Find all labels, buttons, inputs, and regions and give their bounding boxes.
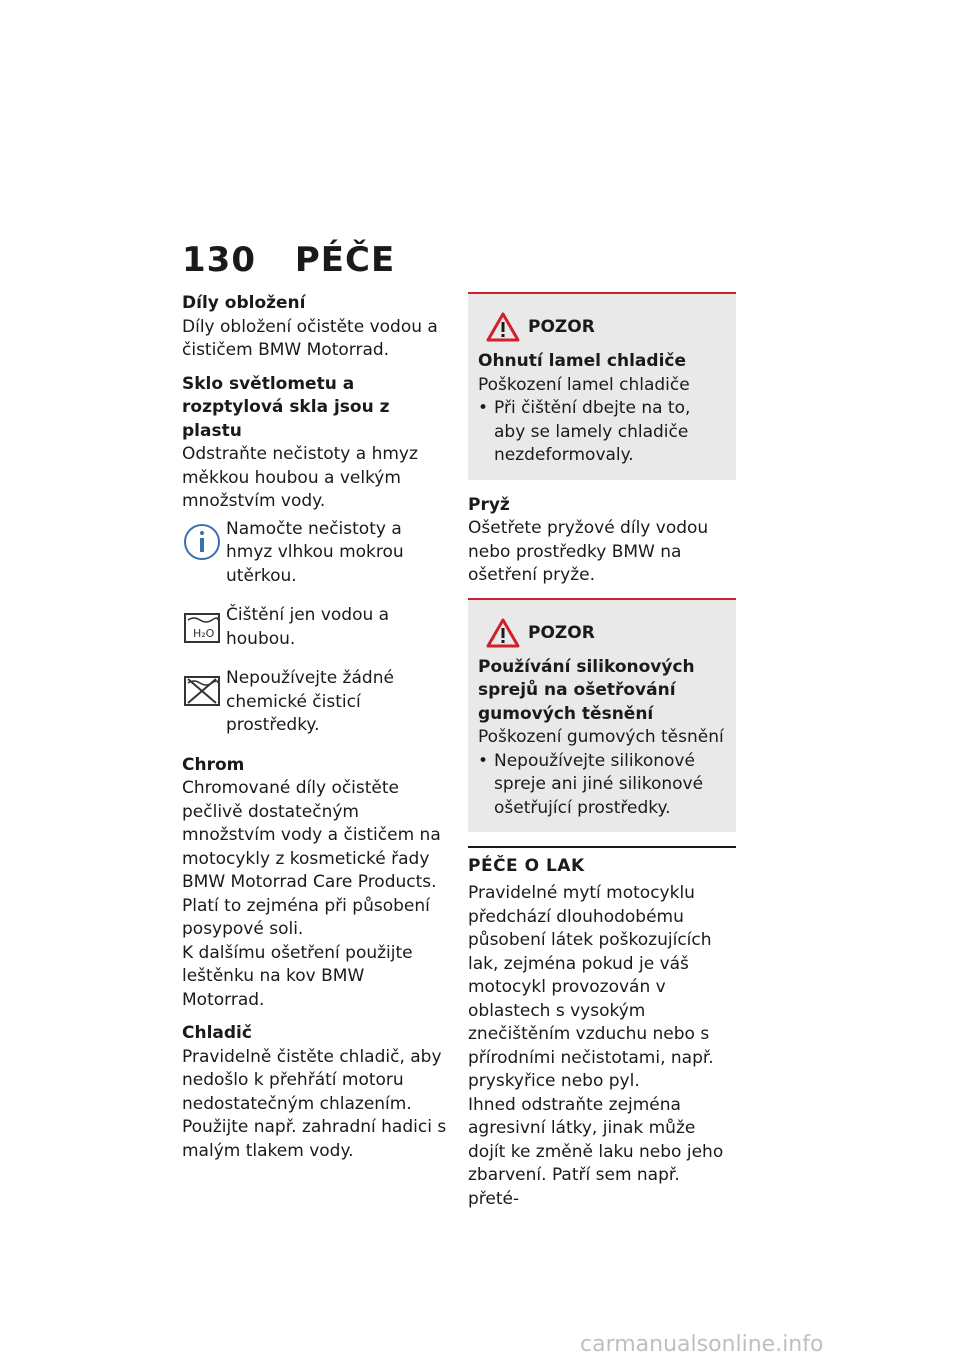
section-body: Díly obložení očistěte vodou a čističem BMW Motorrad. xyxy=(182,316,438,360)
warning-label: POZOR xyxy=(528,622,595,643)
page-number: 130 xyxy=(182,240,256,280)
warning-box xyxy=(468,598,736,833)
section-body: Ošetřete pryžové díly vodou nebo prostředky BMW na ošetření pryže. xyxy=(468,518,709,585)
no-chemicals-icon xyxy=(182,671,222,711)
warning-header xyxy=(478,312,726,342)
note-text: Namočte nečistoty a hmyz vlhkou mokrou utěrkou. xyxy=(226,518,404,586)
page-title: PÉČE xyxy=(294,240,396,280)
section-body: Pravidelné mytí motocyklu předchází dlouhodobému působení látek poškozujících lak, zejména pokud je váš motocykl provozován v oblastech s vysokým znečištěním vzduchu nebo s přírodními nečistotami, např. pryskyřice nebo pyl. xyxy=(468,883,714,1091)
warning-heading: Ohnutí lamel chladiče xyxy=(478,351,687,371)
warning-label: POZOR xyxy=(528,317,595,337)
section-title: Chladič xyxy=(182,1023,252,1043)
svg-text:H₂O: H₂O xyxy=(193,627,215,640)
section-heading: PÉČE O LAK xyxy=(468,856,585,876)
section-title: Díly obložení xyxy=(182,293,306,313)
section-body: Pravidelně čistěte chladič, aby nedošlo k přehřátí motoru nedostatečným chlazením. xyxy=(182,1046,442,1114)
section-title: Pryž xyxy=(468,494,510,515)
section-title: Chrom xyxy=(182,754,245,775)
section-body: Ihned odstraňte zejména agresivní látky, jinak může dojít ke změně laku nebo jeho zbarvení. Patří sem např. přeté- xyxy=(468,1094,724,1209)
info-icon xyxy=(182,522,222,562)
section-title: Sklo světlometu a rozptylová skla jsou z plastu xyxy=(182,373,390,441)
bullet-text: Při čištění dbejte na to, aby se lamely chladiče nezdeformovaly. xyxy=(494,398,691,465)
warning-triangle-icon xyxy=(486,312,520,342)
note-water xyxy=(182,604,450,651)
warning-bullet: • Nepoužívejte silikonové spreje ani jiné silikonové ošetřující prostředky. xyxy=(478,750,726,821)
water-only-icon xyxy=(182,608,222,648)
note-text: Nepoužívejte žádné chemické čisticí prostředky. xyxy=(226,668,394,735)
watermark: carmanualsonline.info xyxy=(580,1332,824,1357)
warning-box xyxy=(468,292,736,480)
note-no-chemicals xyxy=(182,667,450,738)
note-info xyxy=(182,518,450,589)
section-body: Chromované díly očistěte pečlivě dostatečným množstvím vody a čističem na motocykly z kosmetické řady BMW Motorrad Care Products. Platí to zejména při působení posypové soli. xyxy=(182,778,441,939)
warning-header xyxy=(478,618,726,648)
warning-heading: Používání silikonových sprejů na ošetřování gumových těsnění xyxy=(478,656,695,724)
section-body: K dalšímu ošetření použijte leštěnku na kov BMW Motorrad. xyxy=(182,942,413,1010)
note-text: Čištění jen vodou a houbou. xyxy=(226,605,390,649)
page-header xyxy=(182,240,395,280)
section-body: Použijte např. zahradní hadici s malým tlakem vody. xyxy=(182,1117,447,1161)
warning-bullet: • Při čištění dbejte na to, aby se lamely chladiče nezdeformovaly. xyxy=(478,397,726,468)
warning-triangle-icon xyxy=(486,618,520,648)
warning-text: Poškození lamel chladiče xyxy=(478,374,690,395)
bullet-text: Nepoužívejte silikonové spreje ani jiné silikonové ošetřující prostředky. xyxy=(494,750,704,818)
right-column xyxy=(468,292,736,1221)
left-column xyxy=(182,292,450,1173)
section-body: Odstraňte nečistoty a hmyz měkkou houbou a velkým množstvím vody. xyxy=(182,444,418,511)
section-divider xyxy=(468,846,736,848)
warning-text: Poškození gumových těsnění xyxy=(478,727,724,747)
